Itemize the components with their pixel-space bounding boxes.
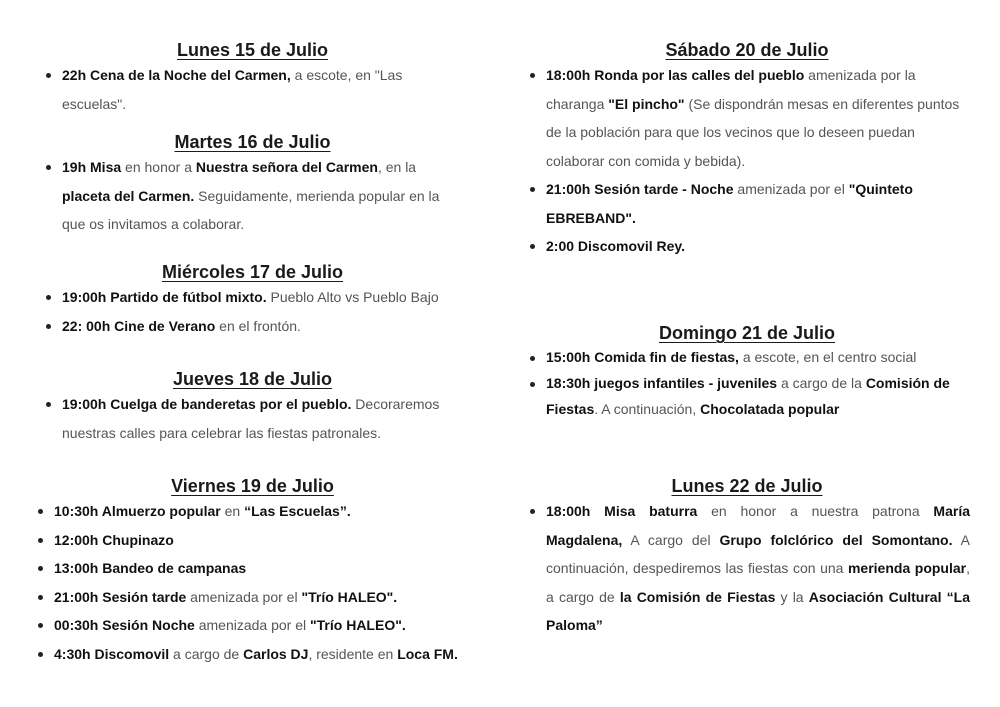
event-text-bold: 18:00h Misa baturra	[546, 503, 698, 519]
event-list	[524, 344, 970, 422]
event-text-bold: "Trío HALEO".	[301, 588, 398, 605]
event-item	[524, 497, 970, 640]
day-title: Domingo 21 de Julio	[658, 323, 836, 343]
event-text: , residente en	[308, 645, 398, 662]
event-list	[32, 497, 473, 668]
event-text: en honor a	[121, 159, 196, 175]
day-section-jueves-18	[40, 369, 465, 447]
event-item	[40, 61, 465, 118]
day-title: Martes 16 de Julio	[174, 132, 331, 152]
event-text: Pueblo Alto vs Pueblo Bajo	[266, 289, 439, 305]
event-text-bold: Nuestra señora del Carmen	[195, 159, 378, 175]
event-text: . A continuación,	[594, 401, 701, 417]
day-section-domingo-21	[524, 323, 970, 422]
event-text-bold: Carlos DJ	[243, 645, 309, 662]
event-item	[524, 370, 970, 422]
event-text: en honor a nuestra patrona	[697, 503, 934, 519]
day-title: Sábado 20 de Julio	[665, 40, 829, 60]
event-text: amenizada por el	[733, 181, 849, 197]
event-text: amenizada por el	[194, 617, 311, 633]
event-text-bold: Loca FM.	[397, 645, 458, 662]
event-text: A cargo del	[622, 531, 720, 548]
event-text: Seguidamente, merienda popular en la que os invitamos a colaborar.	[62, 187, 440, 232]
event-text-bold: 21:00h Sesión tarde	[54, 588, 187, 605]
event-text-bold: 10:30h Almuerzo popular	[54, 503, 221, 519]
event-list	[524, 497, 970, 640]
event-text-bold: 18:00h Ronda por las calles del pueblo	[546, 67, 805, 83]
event-text-bold: 2:00 Discomovil Rey.	[546, 238, 686, 254]
event-text-bold: "Quinteto EBREBAND".	[546, 181, 913, 226]
event-text-bold: Asociación Cultural “La Paloma”	[546, 588, 970, 633]
event-text-bold: 19h Misa	[62, 159, 122, 175]
event-item	[32, 640, 473, 669]
event-text-bold: Chocolatada popular	[700, 401, 840, 417]
event-text-bold: 22h Cena de la Noche del Carmen,	[62, 67, 291, 83]
event-text: en	[220, 503, 245, 519]
day-title: Viernes 19 de Julio	[171, 476, 334, 496]
event-text: A continuación, despediremos las fiestas con una	[546, 531, 970, 576]
event-list	[40, 61, 465, 118]
event-text-bold: 4:30h Discomovil	[54, 645, 170, 662]
event-text-bold: 15:00h Comida fin de fiestas,	[546, 349, 739, 365]
event-text: , en la	[377, 159, 417, 175]
event-text-bold: 00:30h Sesión Noche	[54, 617, 195, 633]
event-text-bold: "El pincho"	[608, 95, 685, 112]
event-list	[524, 61, 970, 261]
event-text-bold: "Trío HALEO".	[310, 617, 406, 633]
event-text-bold: María Magdalena,	[546, 503, 970, 548]
event-text-bold: 13:00h Bandeo de campanas	[54, 560, 247, 576]
day-section-lunes-15	[40, 40, 465, 118]
event-text: amenizada por la charanga	[546, 67, 916, 112]
event-text: en el frontón.	[215, 317, 301, 334]
event-list	[40, 390, 465, 447]
day-section-viernes-19	[32, 476, 473, 668]
event-text-bold: la Comisión de Fiestas	[619, 588, 776, 605]
event-item	[40, 390, 465, 447]
event-text-bold: merienda popular	[847, 560, 967, 576]
event-item	[524, 61, 970, 175]
event-text-bold: “Las Escuelas”.	[244, 503, 351, 519]
event-item	[32, 583, 473, 612]
day-title: Lunes 15 de Julio	[176, 40, 329, 60]
event-item	[40, 312, 465, 341]
event-text: a escote, en "Las escuelas".	[62, 67, 403, 112]
event-text: y la	[775, 588, 809, 605]
day-title: Lunes 22 de Julio	[671, 476, 823, 496]
event-list	[40, 153, 465, 239]
event-text: a cargo de la	[777, 375, 866, 391]
event-text-bold: 12:00h Chupinazo	[54, 531, 174, 548]
day-title: Miércoles 17 de Julio	[161, 262, 344, 282]
event-item	[40, 283, 465, 312]
event-text-bold: 21:00h Sesión tarde - Noche	[546, 181, 734, 197]
event-text: amenizada por el	[186, 588, 302, 605]
event-item	[32, 497, 473, 526]
event-text-bold: placeta del Carmen.	[62, 187, 195, 204]
event-list	[40, 283, 465, 340]
day-section-martes-16	[40, 132, 465, 239]
day-section-sabado-20	[524, 40, 970, 261]
event-item	[524, 344, 970, 370]
event-item	[32, 554, 473, 583]
event-item	[524, 175, 970, 232]
event-text: (Se dispondrán mesas en diferentes puntos de la población para que los vecinos que lo deseen puedan colaborar con comida y bebida).	[546, 95, 960, 169]
event-text-bold: 18:30h juegos infantiles - juveniles	[546, 375, 778, 391]
event-text-bold: Grupo folclórico del Somontano.	[719, 531, 953, 548]
event-item	[40, 153, 465, 239]
event-text-bold: 22: 00h Cine de Verano	[62, 317, 216, 334]
event-item	[32, 611, 473, 640]
event-text-bold: Comisión de Fiestas	[546, 375, 950, 417]
event-text: a escote, en el centro social	[738, 349, 917, 365]
event-item	[32, 526, 473, 555]
day-section-lunes-22	[524, 476, 970, 640]
day-title: Jueves 18 de Julio	[172, 369, 333, 389]
event-item	[524, 232, 970, 261]
event-text: , a cargo de	[546, 560, 970, 605]
event-text-bold: 19:00h Cuelga de banderetas por el pueblo.	[62, 396, 352, 412]
event-text-bold: 19:00h Partido de fútbol mixto.	[62, 289, 267, 305]
event-text: Decoraremos nuestras calles para celebrar las fiestas patronales.	[62, 396, 440, 441]
day-section-miercoles-17	[40, 262, 465, 340]
event-text: a cargo de	[169, 645, 244, 662]
